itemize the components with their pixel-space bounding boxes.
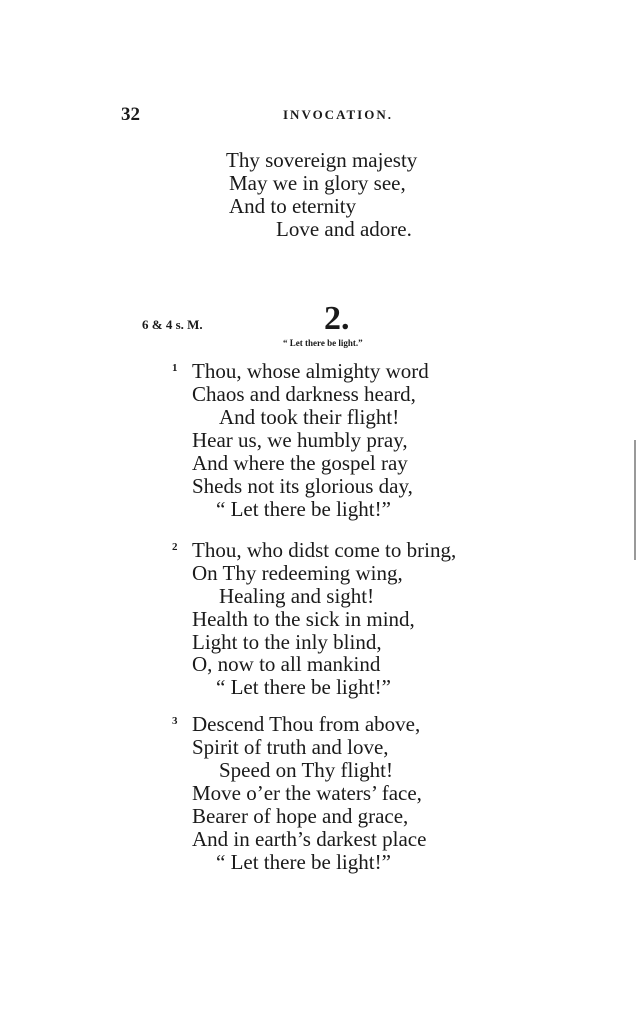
verse-line: Thou, whose almighty word xyxy=(192,359,429,383)
verse-line: “ Let there be light!” xyxy=(216,675,391,699)
hymn-subtitle: “ Let there be light.” xyxy=(283,338,363,348)
verse-line: And where the gospel ray xyxy=(192,451,408,475)
scan-edge-mark xyxy=(634,440,636,560)
verse-line: O, now to all mankind xyxy=(192,652,381,676)
verse-number: 3 xyxy=(172,715,178,727)
continuation-line: Thy sovereign majesty xyxy=(226,148,418,172)
verse-line: Descend Thou from above, xyxy=(192,712,421,736)
verse-line: “ Let there be light!” xyxy=(216,497,391,521)
running-title: INVOCATION. xyxy=(283,107,393,122)
continuation-line: May we in glory see, xyxy=(229,171,406,195)
verse-line: And took their flight! xyxy=(219,405,400,429)
verse-line: Healing and sight! xyxy=(219,584,375,608)
hymn-meter: 6 & 4 s. M. xyxy=(142,317,203,332)
verse-line: Move o’er the waters’ face, xyxy=(192,781,422,805)
continuation-line: And to eternity xyxy=(229,194,357,218)
verse-line: Chaos and darkness heard, xyxy=(192,382,416,406)
verse-number: 2 xyxy=(172,541,178,553)
verse-line: Spirit of truth and love, xyxy=(192,735,389,759)
verse-line: Speed on Thy flight! xyxy=(219,758,394,782)
hymn-number: 2. xyxy=(324,300,350,337)
verse-line: On Thy redeeming wing, xyxy=(192,561,403,585)
verse-line: And in earth’s darkest place xyxy=(192,827,427,851)
continuation-line: Love and adore. xyxy=(276,217,412,241)
verse-line: Bearer of hope and grace, xyxy=(192,804,409,828)
verse-line: Sheds not its glorious day, xyxy=(192,474,413,498)
verse-number: 1 xyxy=(172,362,178,374)
verse-line: Hear us, we humbly pray, xyxy=(192,428,408,452)
page-number: 32 xyxy=(121,104,140,125)
verse-line: Thou, who didst come to bring, xyxy=(192,538,457,562)
verse-line: Light to the inly blind, xyxy=(192,630,382,654)
verse-line: “ Let there be light!” xyxy=(216,850,391,874)
verse-line: Health to the sick in mind, xyxy=(192,607,415,631)
